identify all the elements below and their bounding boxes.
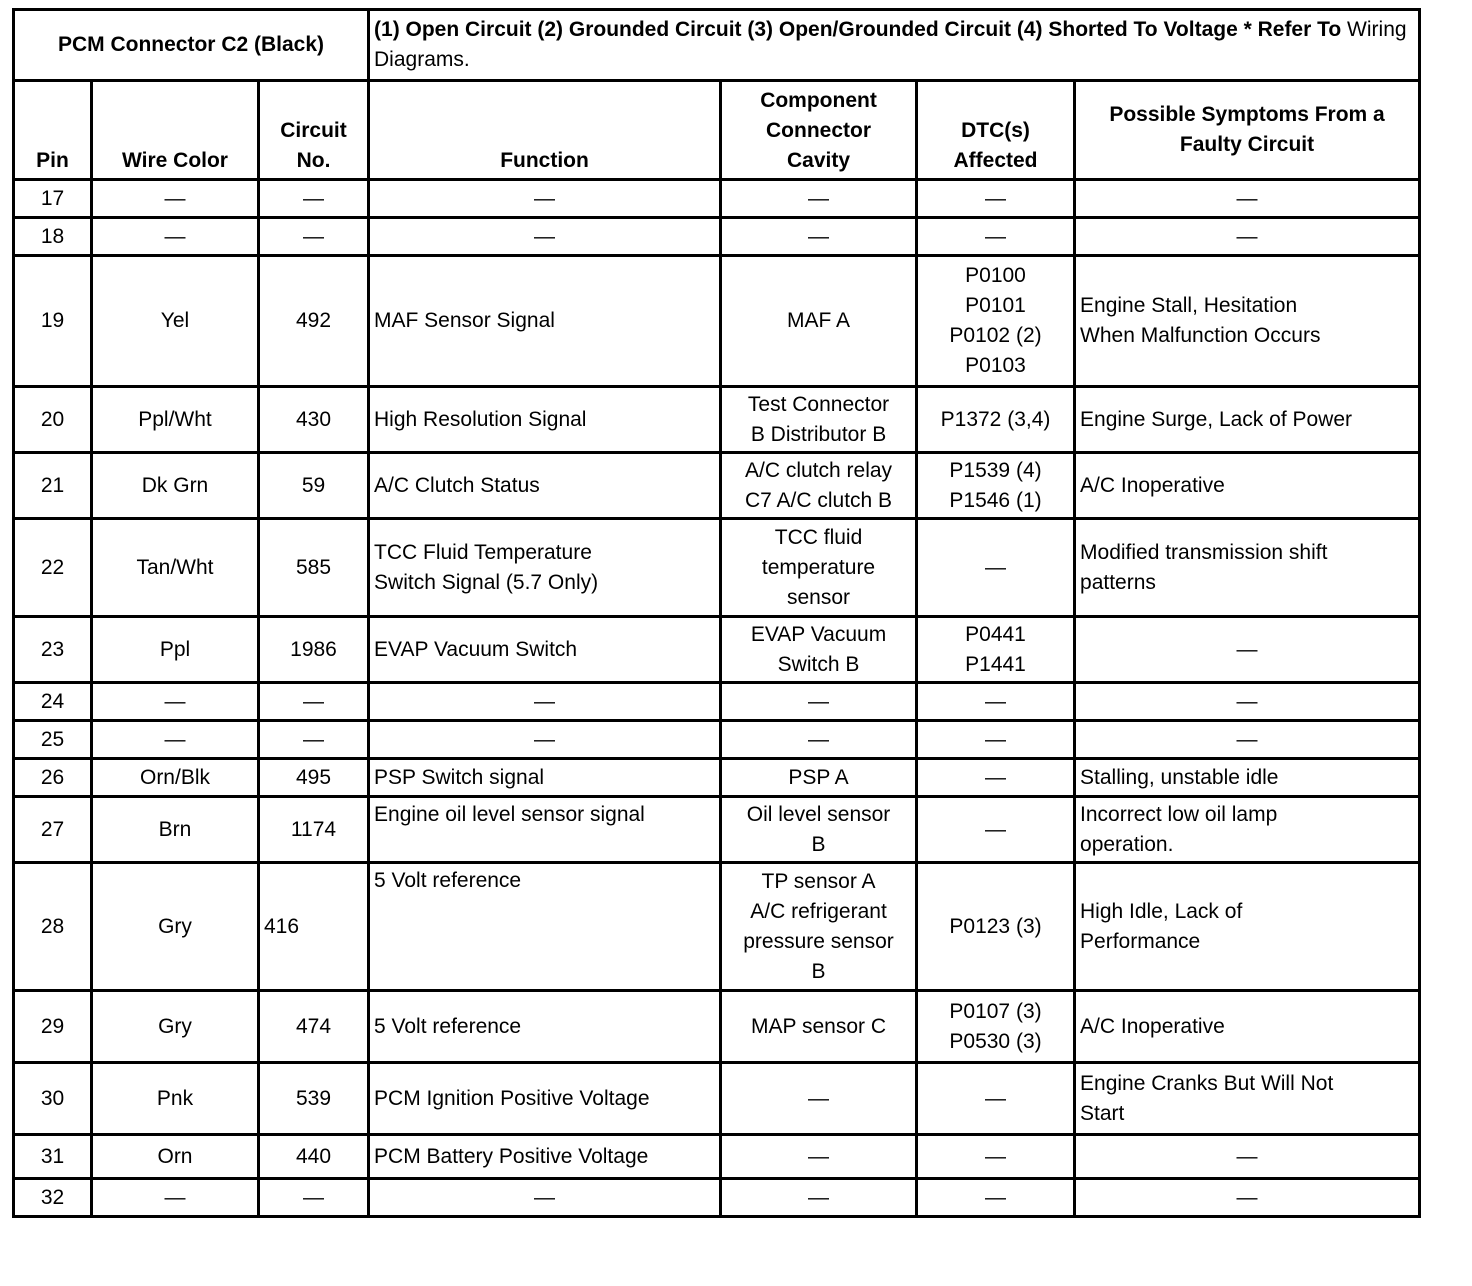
wire-color-cell — [92, 1179, 259, 1217]
circuit-no-cell-text: 539 — [295, 1086, 332, 1110]
symptoms-cell — [1075, 991, 1420, 1063]
cavity-cell — [721, 991, 917, 1063]
symptoms-cell-text: Stalling, unstable idle — [1080, 765, 1279, 789]
title-row — [14, 10, 1420, 81]
table-row — [14, 863, 1420, 991]
pin-cell — [14, 991, 92, 1063]
cavity-cell-text: EVAP Vacuum Switch B — [750, 622, 887, 676]
column-header-circuit-no: Circuit No. — [259, 81, 369, 180]
table-row — [14, 1063, 1420, 1135]
pin-cell-text: 21 — [40, 473, 65, 497]
dtc-cell-text: P1539 (4) P1546 (1) — [949, 458, 1042, 512]
function-cell-text: — — [534, 1185, 556, 1209]
table-row — [14, 759, 1420, 797]
symptoms-cell-text: — — [1236, 186, 1258, 210]
dtc-cell — [917, 256, 1075, 387]
wire-color-cell — [92, 256, 259, 387]
wire-color-cell-text: Ppl — [159, 637, 191, 661]
dtc-cell-text: P1372 (3,4) — [940, 407, 1051, 431]
wire-color-cell-text: Pnk — [156, 1086, 194, 1110]
dtc-cell — [917, 1063, 1075, 1135]
function-cell-text: 5 Volt reference — [374, 1014, 522, 1038]
symptoms-cell — [1075, 218, 1420, 256]
cavity-cell — [721, 180, 917, 218]
pin-cell — [14, 218, 92, 256]
function-cell-text: Engine oil level sensor signal — [374, 803, 645, 826]
symptoms-cell-text: A/C Inoperative — [1080, 473, 1225, 497]
circuit-no-cell-text: 474 — [295, 1014, 332, 1038]
symptoms-cell-text: — — [1236, 689, 1258, 713]
circuit-no-cell-text: — — [303, 186, 324, 210]
dtc-cell-text: — — [985, 817, 1007, 841]
circuit-no-cell-text: 495 — [295, 765, 332, 789]
wire-color-cell — [92, 453, 259, 519]
circuit-no-cell-text: 59 — [301, 473, 326, 497]
wire-color-cell-text: Tan/Wht — [136, 555, 214, 579]
symptoms-cell-text: Engine Stall, Hesitation When Malfunction Occurs — [1080, 294, 1321, 347]
wire-color-cell-text: Yel — [160, 309, 190, 332]
cavity-cell-text: PSP A — [788, 765, 849, 789]
wire-color-cell — [92, 180, 259, 218]
wire-color-cell — [92, 683, 259, 721]
dtc-cell-text: — — [985, 555, 1007, 579]
wire-color-cell-text: Brn — [158, 817, 192, 841]
dtc-cell-text: — — [985, 224, 1007, 248]
dtc-cell-text: — — [985, 1185, 1007, 1209]
table-row — [14, 1179, 1420, 1217]
circuit-no-cell — [259, 721, 369, 759]
circuit-no-cell — [259, 453, 369, 519]
column-header-symptoms: Possible Symptoms From a Faulty Circuit — [1075, 81, 1420, 180]
symptoms-cell-text: — — [1236, 1185, 1258, 1209]
column-header-row — [14, 81, 1420, 180]
function-cell — [369, 453, 721, 519]
symptoms-cell — [1075, 519, 1420, 617]
function-cell — [369, 617, 721, 683]
cavity-cell — [721, 721, 917, 759]
cavity-cell-text: MAP sensor C — [751, 1014, 887, 1038]
cavity-cell-text: — — [808, 1185, 830, 1209]
function-cell — [369, 683, 721, 721]
circuit-no-cell — [259, 519, 369, 617]
circuit-no-cell — [259, 759, 369, 797]
wire-color-cell — [92, 617, 259, 683]
circuit-no-cell-text: — — [303, 224, 324, 248]
dtc-cell — [917, 1135, 1075, 1179]
cavity-cell — [721, 759, 917, 797]
circuit-no-cell-text: 1174 — [290, 817, 337, 841]
pin-cell-text: 23 — [40, 637, 65, 661]
cavity-cell — [721, 218, 917, 256]
cavity-cell-text: A/C clutch relay C7 A/C clutch B — [744, 458, 893, 512]
cavity-cell-text: — — [808, 727, 830, 751]
wire-color-cell-text: Dk Grn — [141, 473, 209, 497]
dtc-cell — [917, 387, 1075, 453]
pin-cell — [14, 1135, 92, 1179]
symptoms-cell-text: Modified transmission shift patterns — [1080, 540, 1328, 594]
function-cell-text: — — [534, 727, 556, 751]
circuit-no-cell — [259, 617, 369, 683]
pin-cell — [14, 387, 92, 453]
wire-color-cell-text: Gry — [158, 1014, 192, 1038]
pin-cell-text: 29 — [40, 1014, 65, 1038]
cavity-cell — [721, 519, 917, 617]
symptoms-cell — [1075, 453, 1420, 519]
dtc-cell — [917, 797, 1075, 863]
dtc-cell-text: — — [985, 765, 1007, 789]
pin-cell — [14, 180, 92, 218]
cavity-cell-text: Oil level sensor B — [746, 802, 891, 856]
table-row — [14, 797, 1420, 863]
cavity-cell-text: Test Connector B Distributor B — [747, 392, 890, 446]
table-row — [14, 991, 1420, 1063]
function-cell-text: EVAP Vacuum Switch — [374, 637, 578, 661]
wire-color-cell — [92, 519, 259, 617]
function-cell — [369, 218, 721, 256]
function-cell — [369, 180, 721, 218]
pin-cell — [14, 683, 92, 721]
cavity-cell-text: TCC fluid temperature sensor — [761, 525, 876, 609]
circuit-no-cell — [259, 387, 369, 453]
symptoms-cell — [1075, 180, 1420, 218]
wire-color-cell — [92, 863, 259, 991]
table-row — [14, 218, 1420, 256]
symptoms-cell — [1075, 617, 1420, 683]
cavity-cell — [721, 1179, 917, 1217]
table-row — [14, 617, 1420, 683]
symptoms-cell — [1075, 759, 1420, 797]
pin-cell — [14, 721, 92, 759]
table-row — [14, 256, 1420, 387]
dtc-cell-text: P0100 P0101 P0102 (2) P0103 — [949, 264, 1042, 377]
wire-color-cell — [92, 1063, 259, 1135]
cavity-cell — [721, 453, 917, 519]
function-cell-text: — — [534, 689, 556, 713]
pin-cell — [14, 256, 92, 387]
dtc-cell-text: — — [985, 1144, 1007, 1168]
table-row — [14, 721, 1420, 759]
function-cell — [369, 863, 721, 991]
dtc-cell-text: P0107 (3) P0530 (3) — [949, 999, 1042, 1053]
legend-text: (1) Open Circuit (2) Grounded Circuit (3) Open/Grounded Circuit (4) Shorted To Voltage * Refer To — [374, 18, 1342, 41]
pin-cell — [14, 759, 92, 797]
table-row — [14, 453, 1420, 519]
wiring-diagrams-reference: Wiring Diagrams. — [374, 18, 1407, 71]
wire-color-cell-text: — — [164, 224, 186, 248]
circuit-no-cell-text: — — [303, 1185, 324, 1209]
cavity-cell-text: — — [808, 689, 830, 713]
wire-color-cell — [92, 797, 259, 863]
cavity-cell-text: — — [808, 1144, 830, 1168]
wire-color-cell — [92, 1135, 259, 1179]
symptoms-cell-text: — — [1236, 727, 1258, 751]
column-header-wire-color: Wire Color — [92, 81, 259, 180]
cavity-cell — [721, 683, 917, 721]
wire-color-cell-text: Gry — [158, 914, 192, 938]
function-cell — [369, 1063, 721, 1135]
cavity-cell — [721, 617, 917, 683]
pin-cell-text: 30 — [40, 1086, 65, 1110]
function-cell — [369, 256, 721, 387]
function-cell-text: PSP Switch signal — [374, 765, 545, 789]
symptoms-cell-text: Engine Surge, Lack of Power — [1080, 407, 1353, 431]
pin-cell-text: 31 — [40, 1144, 65, 1168]
pcm-connector-table-sheet — [12, 8, 1418, 1218]
dtc-cell-text: — — [985, 186, 1007, 210]
pin-cell-text: 26 — [40, 765, 65, 789]
symptoms-cell — [1075, 1063, 1420, 1135]
wire-color-cell-text: — — [164, 727, 186, 751]
pin-cell-text: 28 — [40, 914, 65, 938]
pin-cell — [14, 519, 92, 617]
dtc-cell — [917, 863, 1075, 991]
pin-cell-text: 24 — [40, 689, 65, 713]
circuit-no-cell — [259, 991, 369, 1063]
function-cell — [369, 387, 721, 453]
function-cell — [369, 1179, 721, 1217]
function-cell-text: PCM Battery Positive Voltage — [374, 1144, 649, 1168]
wire-color-cell — [92, 387, 259, 453]
symptoms-cell-text: High Idle, Lack of Performance — [1080, 899, 1243, 953]
circuit-no-cell-text: 492 — [295, 309, 332, 332]
function-cell — [369, 519, 721, 617]
wire-color-cell — [92, 218, 259, 256]
function-cell — [369, 991, 721, 1063]
symptoms-cell — [1075, 387, 1420, 453]
circuit-no-cell — [259, 863, 369, 991]
circuit-no-cell — [259, 256, 369, 387]
cavity-cell — [721, 1135, 917, 1179]
pin-cell-text: 20 — [40, 407, 65, 431]
function-cell — [369, 797, 721, 863]
symptoms-cell — [1075, 256, 1420, 387]
function-cell-text: TCC Fluid Temperature Switch Signal (5.7 Only) — [374, 540, 599, 594]
cavity-cell-text: — — [808, 224, 830, 248]
cavity-cell — [721, 797, 917, 863]
wire-color-cell — [92, 991, 259, 1063]
dtc-cell — [917, 519, 1075, 617]
connector-title: PCM Connector C2 (Black) — [14, 10, 369, 81]
dtc-cell-text: P0441 P1441 — [965, 622, 1026, 676]
function-cell-text: MAF Sensor Signal — [374, 309, 555, 332]
function-cell — [369, 759, 721, 797]
symptoms-cell — [1075, 797, 1420, 863]
function-cell-text: — — [534, 224, 556, 248]
pin-cell — [14, 453, 92, 519]
cavity-cell — [721, 256, 917, 387]
pin-cell-text: 18 — [40, 224, 65, 248]
pin-cell-text: 25 — [40, 727, 65, 751]
symptoms-cell — [1075, 721, 1420, 759]
circuit-no-cell — [259, 1179, 369, 1217]
circuit-no-cell — [259, 218, 369, 256]
circuit-no-cell — [259, 180, 369, 218]
wire-color-cell-text: — — [164, 186, 186, 210]
pin-cell-text: 22 — [40, 555, 65, 579]
wire-color-cell-text: Orn — [157, 1144, 193, 1168]
dtc-cell-text: — — [985, 689, 1007, 713]
column-header-function: Function — [369, 81, 721, 180]
pin-cell-text: 32 — [40, 1185, 65, 1209]
wire-color-cell-text: — — [164, 689, 186, 713]
circuit-no-cell — [259, 683, 369, 721]
cavity-cell-text: TP sensor A A/C refrigerant pressure sensor B — [743, 869, 894, 983]
function-cell-text: 5 Volt reference — [374, 869, 522, 892]
circuit-no-cell — [259, 1135, 369, 1179]
circuit-no-cell-text: — — [303, 689, 324, 713]
wire-color-cell-text: Ppl/Wht — [138, 407, 212, 431]
pin-cell — [14, 797, 92, 863]
table-row — [14, 1135, 1420, 1179]
pin-cell-text: 19 — [40, 309, 65, 332]
dtc-cell — [917, 453, 1075, 519]
symptoms-cell-text: — — [1236, 637, 1258, 661]
table-row — [14, 519, 1420, 617]
circuit-no-cell-text: 585 — [295, 555, 332, 579]
column-header-cavity: Component Connector Cavity — [721, 81, 917, 180]
dtc-cell-text: P0123 (3) — [949, 914, 1042, 938]
circuit-no-cell-text: 1986 — [290, 637, 337, 661]
dtc-cell — [917, 180, 1075, 218]
dtc-cell — [917, 1179, 1075, 1217]
column-header-dtc: DTC(s) Affected — [917, 81, 1075, 180]
cavity-cell-text: — — [808, 186, 830, 210]
function-cell-text: High Resolution Signal — [374, 407, 587, 431]
circuit-no-cell-text: — — [303, 727, 324, 751]
pin-cell — [14, 1063, 92, 1135]
wire-color-cell — [92, 721, 259, 759]
cavity-cell — [721, 1063, 917, 1135]
symptoms-cell-text: A/C Inoperative — [1080, 1014, 1225, 1038]
table-row — [14, 180, 1420, 218]
table-row — [14, 387, 1420, 453]
circuit-legend — [369, 10, 1420, 81]
dtc-cell — [917, 683, 1075, 721]
wire-color-cell — [92, 759, 259, 797]
pin-cell-text: 27 — [40, 817, 65, 841]
dtc-cell — [917, 759, 1075, 797]
symptoms-cell-text: — — [1236, 224, 1258, 248]
wire-color-cell-text: — — [164, 1185, 186, 1209]
dtc-cell — [917, 617, 1075, 683]
symptoms-cell — [1075, 1135, 1420, 1179]
function-cell — [369, 1135, 721, 1179]
function-cell-text: — — [534, 186, 556, 210]
dtc-cell-text: — — [985, 727, 1007, 751]
function-cell — [369, 721, 721, 759]
wire-color-cell-text: Orn/Blk — [139, 765, 210, 789]
symptoms-cell — [1075, 863, 1420, 991]
dtc-cell — [917, 991, 1075, 1063]
column-header-pin: Pin — [14, 81, 92, 180]
pin-cell — [14, 863, 92, 991]
cavity-cell-text: — — [808, 1086, 830, 1110]
symptoms-cell-text: Engine Cranks But Will Not Start — [1080, 1071, 1334, 1125]
circuit-no-cell-text: 440 — [295, 1144, 332, 1168]
pin-cell — [14, 617, 92, 683]
dtc-cell — [917, 218, 1075, 256]
symptoms-cell-text: — — [1236, 1144, 1258, 1168]
pin-cell — [14, 1179, 92, 1217]
pcm-connector-table — [12, 8, 1421, 1218]
pin-cell-text: 17 — [40, 186, 65, 210]
cavity-cell — [721, 863, 917, 991]
cavity-cell-text: MAF A — [787, 309, 851, 332]
symptoms-cell — [1075, 683, 1420, 721]
symptoms-cell — [1075, 1179, 1420, 1217]
circuit-no-cell-text: 416 — [264, 914, 300, 938]
table-row — [14, 683, 1420, 721]
dtc-cell — [917, 721, 1075, 759]
function-cell-text: A/C Clutch Status — [374, 473, 540, 497]
function-cell-text: PCM Ignition Positive Voltage — [374, 1086, 650, 1110]
circuit-no-cell — [259, 797, 369, 863]
circuit-no-cell-text: 430 — [295, 407, 332, 431]
cavity-cell — [721, 387, 917, 453]
symptoms-cell-text: Incorrect low oil lamp operation. — [1080, 802, 1278, 856]
dtc-cell-text: — — [985, 1086, 1007, 1110]
circuit-no-cell — [259, 1063, 369, 1135]
